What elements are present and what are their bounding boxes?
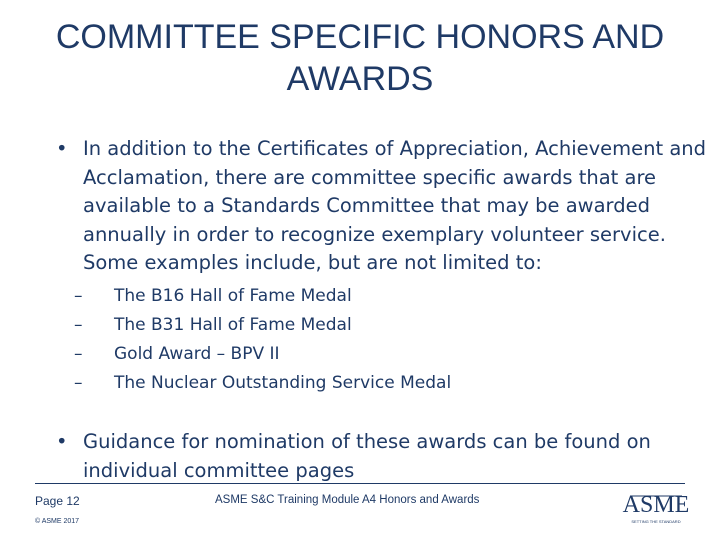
- bullet-item-2: [52, 428, 716, 485]
- logo-text: ASME: [622, 492, 690, 518]
- sublist-item-text: The B16 Hall of Fame Medal: [114, 286, 352, 306]
- dash-marker: –: [74, 286, 83, 306]
- bullet-marker: •: [56, 137, 68, 160]
- sublist-item: [74, 282, 594, 311]
- sublist-item: [74, 369, 594, 398]
- footer-title: ASME S&C Training Module A4 Honors and Awards: [215, 494, 480, 506]
- sublist-item: [74, 340, 594, 369]
- dash-marker: –: [74, 315, 83, 335]
- examples-sublist: [74, 282, 594, 398]
- logo-tagline: SETTING THE STANDARD: [631, 519, 681, 524]
- footer-divider: [35, 483, 685, 484]
- asme-logo: [618, 488, 694, 530]
- bullet-text: In addition to the Certificates of Appreciation, Achievement and Acclamation, there are committee specific awards that are available to a Standards Committee that may be awarded annually in order to recognize exemplary volunteer service. Some examples include, but are not limited to:: [83, 137, 707, 274]
- asme-logo-graphic: [618, 488, 694, 530]
- sublist-item-text: The B31 Hall of Fame Medal: [114, 315, 352, 335]
- sublist-item-text: Gold Award – BPV II: [114, 344, 280, 364]
- bullet-item-1: [52, 135, 716, 278]
- dash-marker: –: [74, 373, 83, 393]
- sublist-item: [74, 311, 594, 340]
- copyright: © ASME 2017: [35, 518, 80, 525]
- sublist-item-text: The Nuclear Outstanding Service Medal: [114, 373, 452, 393]
- bullet-text: Guidance for nomination of these awards can be found on individual committee pages: [83, 430, 651, 482]
- page-number: Page 12: [35, 494, 80, 508]
- slide-title: COMMITTEE SPECIFIC HONORS AND AWARDS: [55, 18, 665, 98]
- bullet-marker: •: [56, 430, 68, 453]
- dash-marker: –: [74, 344, 83, 364]
